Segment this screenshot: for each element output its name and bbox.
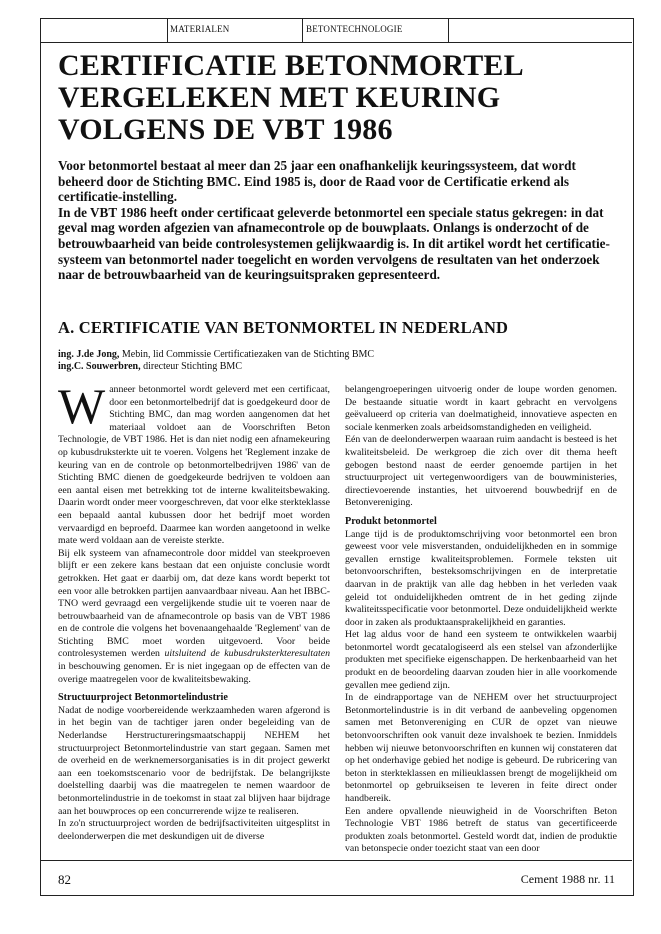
subheading: Produkt betonmortel	[345, 515, 437, 527]
article-title: CERTIFICATIE BETONMORTEL VERGELEKEN MET KEURING VOLGENS DE VBT 1986	[58, 49, 523, 146]
tag-betontechnologie: BETONTECHNOLOGIE	[306, 24, 403, 34]
body-paragraph: In de eindrapportage van de NEHEM over het structuurproject Betonmortelindustrie is in dit verband de aanbeveling opgenomen samen met Betonvereniging en CUR de opzet van nieuwe betonvoorschriften ook vanuit deze invalshoek te bezien. Inmiddels hebben wij nieuwe betonvoorschriften en kunnen wij constateren dat op het onderhavige gebied het nodige is gebeurd. De rubricering van beton in sterkteklassen en milieuklassen brengt de mogelijkheid om betonmortel op gebruikseisen te leveren in feite direct onder handbereik.	[345, 692, 617, 804]
section-heading: A. CERTIFICATIE VAN BETONMORTEL IN NEDERLAND	[58, 318, 509, 337]
header-divider	[167, 18, 168, 42]
intro-paragraph: In de VBT 1986 heeft onder certificaat geleverde betonmortel een speciale status gekregen: in dat geval mag worden afgezien van afnamecontrole op de bouwplaats. Onlangs is onderzocht of de betrouwbaarheid van beide controlesystemen gelijkwaardig is. In dit artikel wordt het certificatie-systeem van betonmortel nader toegelicht en worden vervolgens de resultaten van het onderzoek naar de betrouwbaarheid van de keuringsuitspraken gepresenteerd.	[58, 204, 610, 283]
body-paragraph	[58, 378, 330, 548]
right-column	[345, 384, 617, 856]
body-paragraph	[58, 548, 330, 687]
body-text: Bij elk systeem van afnamecontrole door middel van steekproeven blijft er een zekere kans bestaan dat een onjuiste conclusie wordt getrokken. Het gaat er daarbij om, dat deze kans wordt beperkt tot een voor alle betrokken partijen aanvaardbaar niveau. Aan het IBBC-TNO werd gevraagd een vergelijkende studie uit te voeren naar de betrouwbaarheid van de afnamecontrole op basis van de VBT 1986 en de controle die volgens het bovenaangehaalde 'Reglement' van de Stichting BMC moet worden uitgevoerd. Voor beide controlesystemen werden	[58, 547, 330, 660]
author-name: ing.C. Souwerbren,	[58, 361, 141, 372]
body-paragraph: Een andere opvallende nieuwigheid in de Voorschriften Beton Technologie VBT 1986 betreft de status van gecertificeerde produkten zoals betonmortel. Gesteld wordt dat, indien de produktie van betonspecie onder toezicht staat van een door	[345, 805, 617, 855]
drop-cap: W	[58, 378, 106, 434]
author-list	[58, 349, 618, 373]
author-role: Mebin, lid Commissie Certificatiezaken van de Stichting BMC	[119, 349, 375, 360]
body-paragraph: Nadat de nodige voorbereidende werkzaamheden waren afgerond is in het begin van de tachtiger jaren onder begeleiding van de Nederlandse Herstructureringsmaatschappij NEHEM het structuurproject Betonmortelindustrie van start gegaan. Samen met de overheid en de werknemersorganisaties is in dit project gewerkt aan een toekomstscenario voor de bedrijfstak. De belangrijkste doelstelling daarbij was die maatregelen te nemen waardoor de betonmortelindustrie in de toekomst in staat zal blijven haar bijdrage aan het bouwproces op een concurrerende wijze te realiseren.	[58, 704, 330, 817]
body-paragraph: Lange tijd is de produktomschrijving voor betonmortel een bron geweest voor vele misverstanden, onduidelijkheden en in sommige gevallen ernstige kwaliteitsproblemen. Formele teksten uit betonvoorschriften, besteksomschrijvingen en de interpretatie daarvan in de praktijk van alle dag hebben in het verleden vaak geleid tot onduidelijkheden omtrent de in het geding zijnde kwaliteitsspecificatie voor betonmortel. Deze onduidelijkheid werkte door in zaken als produktaansprakelijkheid en garanties.	[345, 528, 617, 628]
page-number: 82	[58, 872, 71, 887]
author-name: ing. J.de Jong,	[58, 349, 120, 360]
intro-paragraph: Voor betonmortel bestaat al meer dan 25 jaar een onafhankelijk keuringssysteem, dat wordt beheerd door de Stichting BMC. Eind 1985 is, door de Raad voor de Certificatie erkend als certificatie-instelling.	[58, 158, 576, 205]
header-strip	[40, 18, 632, 43]
left-column	[58, 378, 330, 843]
header-divider	[302, 18, 303, 42]
body-paragraph: belangengroeperingen uitvoerig onder de loupe worden genomen. De bestaande situatie wordt in kaart gebracht en vervolgens geëvalueerd op criteria van doelmatigheid, innovatieve aspecten en sociale kenmerken zoals arbeidsomstandigheden en veiligheid.	[345, 384, 617, 433]
emphasis-text: uitsluitend de kubusdruksterkteresultaten	[164, 648, 330, 660]
author-line	[58, 349, 618, 361]
body-paragraph: Eén van de deelonderwerpen waaraan ruim aandacht is besteed is het kwaliteitsbeleid. De werkgroep die zich over dit thema heeft gebogen bestond naast de eerder genoemde partijen in het structuurproject uit vertegenwoordigers van de bouwministeries, directievoerende instanties, het uitvoerend bouwbedrijf en de Betonvereniging.	[345, 434, 617, 509]
tag-materialen: MATERIALEN	[170, 24, 230, 34]
header-divider	[448, 18, 449, 42]
author-role: directeur Stichting BMC	[140, 361, 242, 372]
body-paragraph: Het lag aldus voor de hand een systeem te ontwikkelen waarbij betonmortel wordt gecatalogiseerd als een stelsel van afzonderlijke produkten met specifieke eigenschappen. De herkenbaarheid van het produkt en de beoordeling daarvan zouden hier in alle voorkomende gevallen mee gediend zijn.	[345, 629, 617, 691]
body-paragraph: In zo'n structuurproject worden de bedrijfsactiviteiten uitgesplitst in deelonderwerpen die met deskundigen uit de diverse	[58, 818, 330, 842]
intro-lead	[58, 158, 623, 283]
author-line	[58, 361, 618, 373]
subheading: Structuurproject Betonmortelindustrie	[58, 692, 228, 704]
issue-label: Cement 1988 nr. 11	[520, 872, 615, 886]
body-text: anneer betonmortel wordt geleverd met een certificaat, door een betonmortelbedrijf dat is goedgekeurd door de Stichting BMC, dan mag worden aangenomen dat het materiaal voldoet aan de Voorschriften Beton Technologie, de VBT 1986. Het is dan niet nodig een afnamekeuring op kubusdruksterkte uit te voeren. Volgens het 'Reglement inzake de keuring van en de controle op betonmortelbedrijven 1986' van de Stichting BMC dienen de goedgekeurde bedrijven te voldoen aan een aantal eisen met betrekking tot de interne kwaliteitsbewaking. Daarin wordt onder meer voorgeschreven, dat voor elke sterkteklasse een bepaald aantal kubussen door het bedrijf moet worden vervaardigd en beproefd. Daarmee kan worden aangetoond in welke mate werd voldaan aan de vereiste sterkte.	[58, 384, 330, 547]
body-text: in beschouwing genomen. Er is niet ingegaan op de effecten van de overige maatregelen voor de kwaliteitsbewaking.	[58, 661, 330, 685]
footer-rule	[40, 860, 632, 861]
